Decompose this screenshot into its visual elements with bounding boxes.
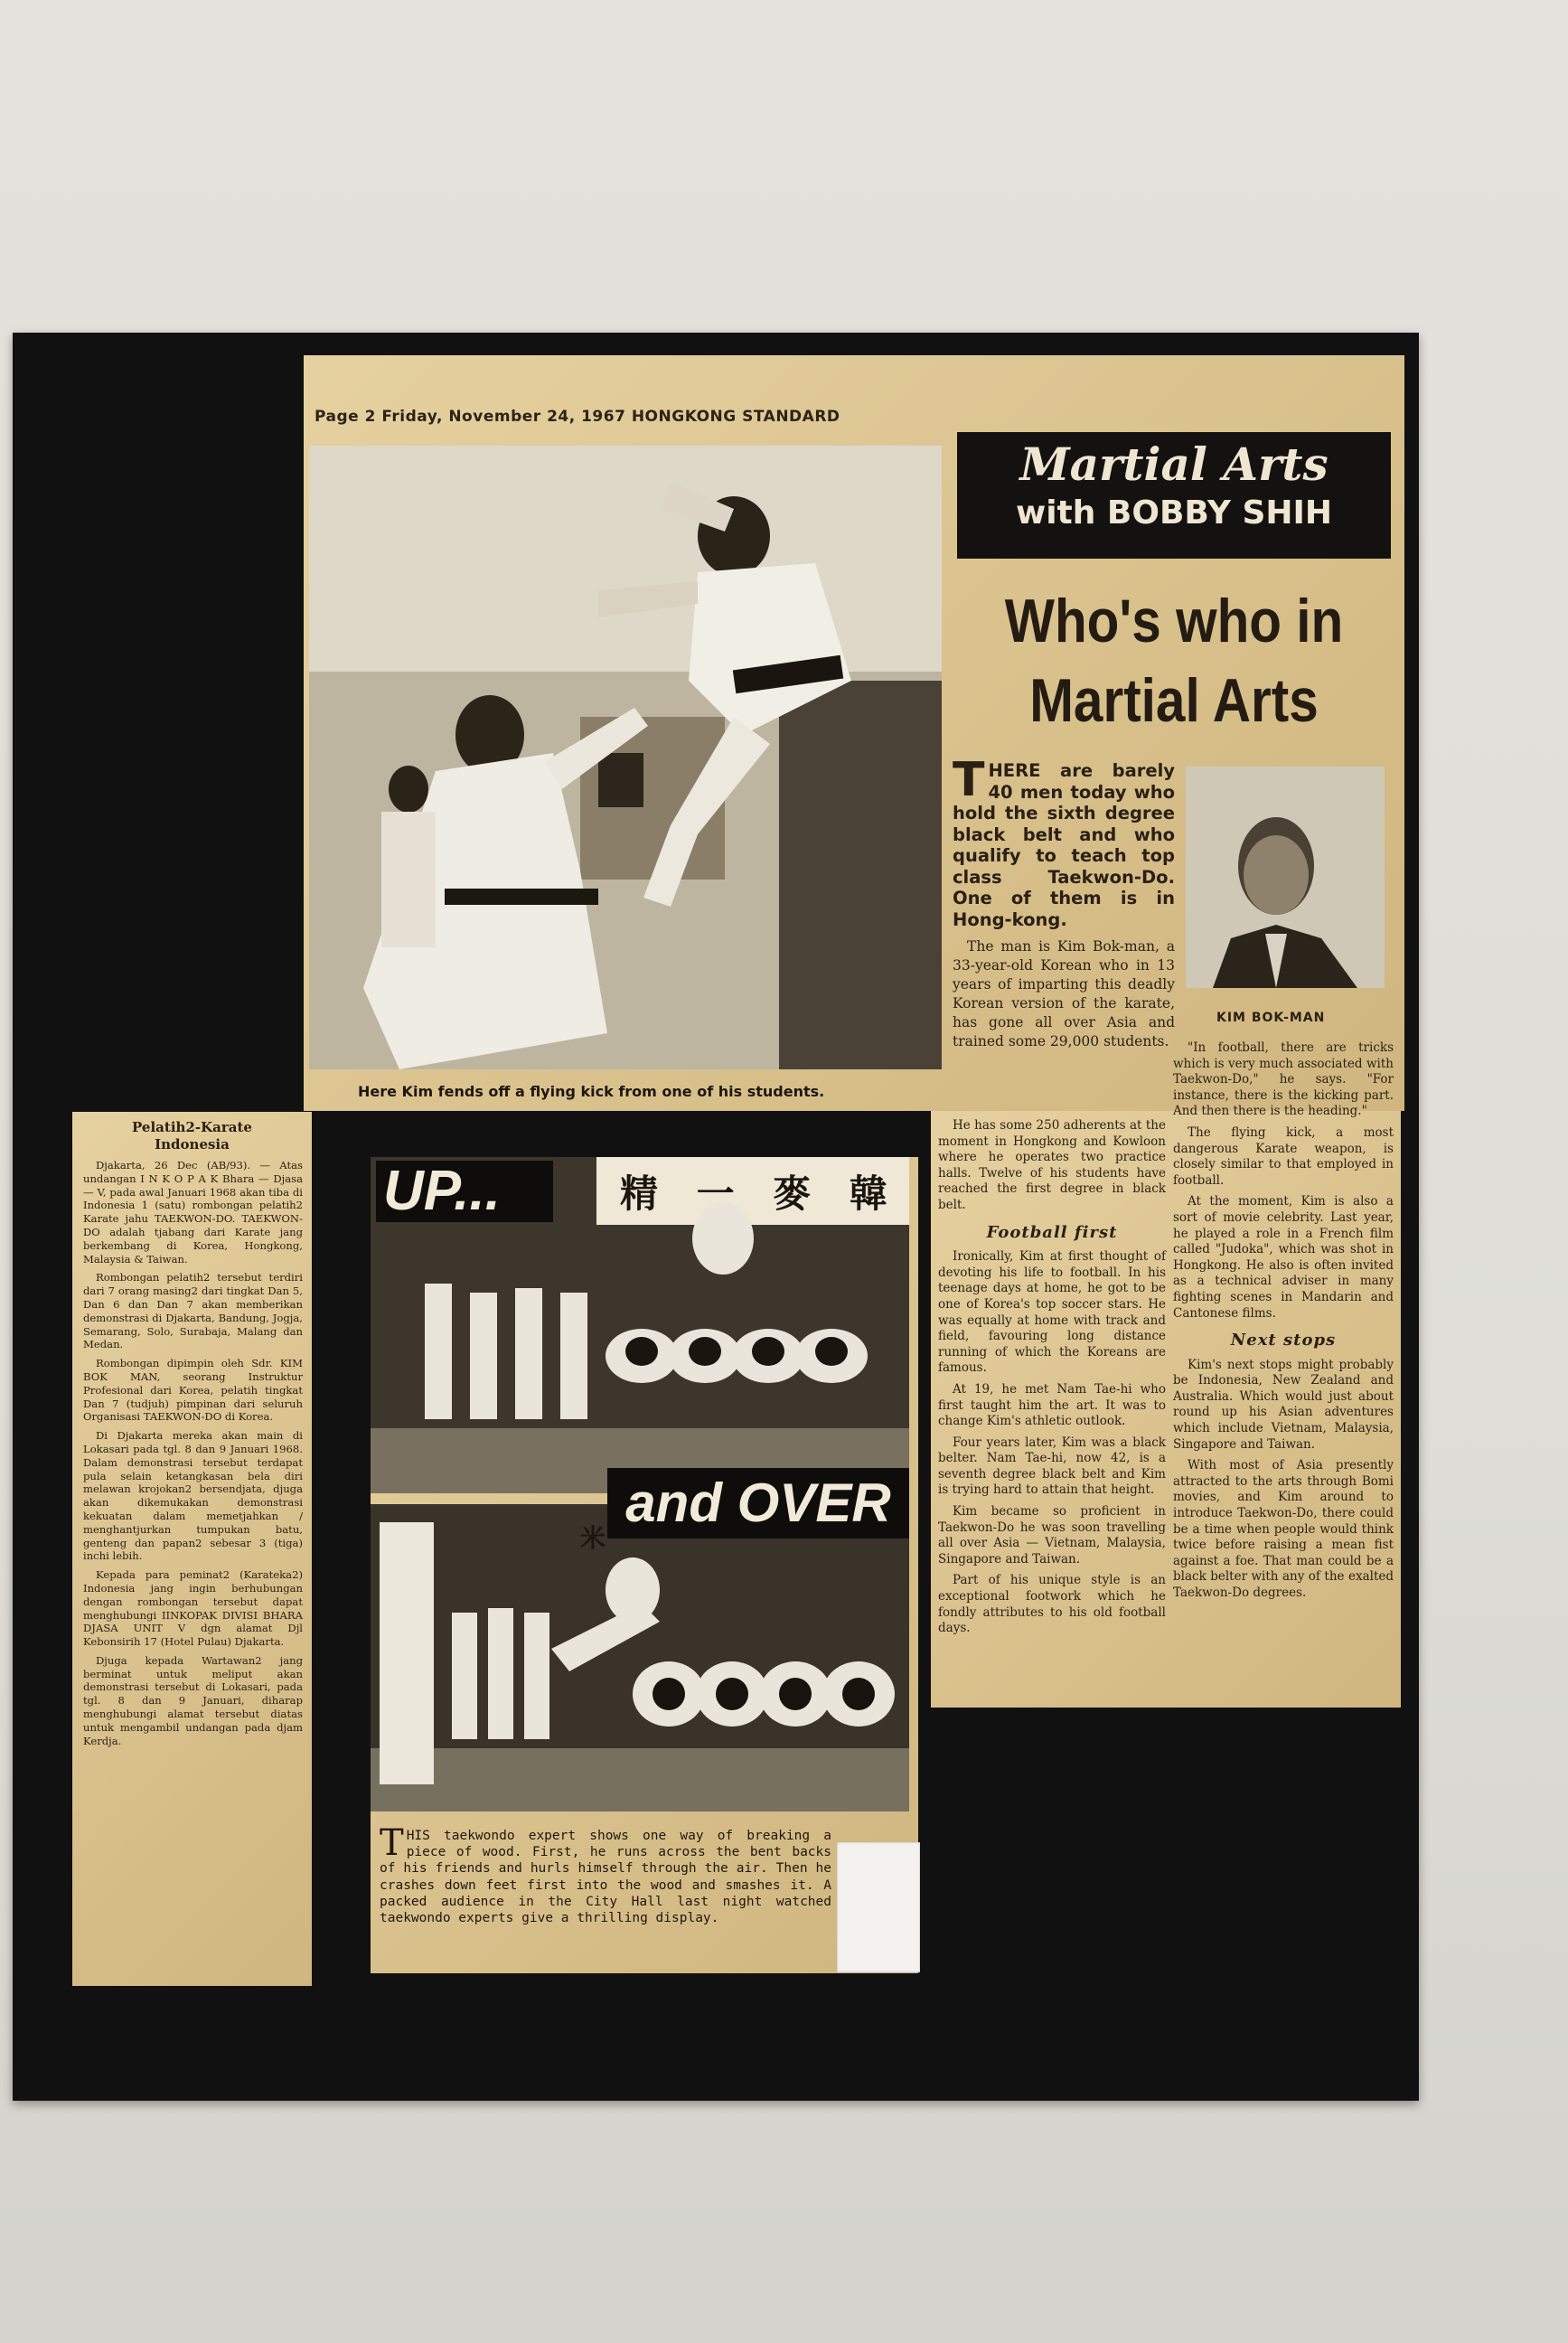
continuation-top-spacer — [1173, 1040, 1401, 1112]
over-photo — [371, 1504, 909, 1811]
col-a-paragraph: He has some 250 adherents at the moment in Hongkong and Kowloon where he operates two practice halls. Twelve of his students have reached the first degree in black belt. — [938, 1118, 1166, 1212]
indonesian-paragraph-1: Djakarta, 26 Dec (AB/93). — Atas undangan I N K O P A K Bhara — Djasa — V, pada awal Januari 1968 akan tiba di Indonesia 1 (satu) rombongan pelatih2 Karate jahu TAEKWON-DO. TAEKWON-DO adalah tjabang dari Karate jang berkembang di Korea, Hongkong, Malaysia & Taiwan. — [83, 1159, 303, 1266]
kim-bok-man-portrait — [1186, 767, 1385, 988]
indonesian-title-line-1: Pelatih2-Karate — [132, 1119, 252, 1135]
article-headline — [983, 581, 1364, 740]
flying-kick-illustration — [309, 446, 942, 1069]
caption-dropcap: T — [380, 1822, 404, 1864]
subhead-next-stops: Next stops — [1230, 1331, 1337, 1350]
col-b2-paragraph-1: Kim's next stops might probably be Indonesia, New Zealand and Australia. Which would just about round up his Asian adventures which include Vietnam, Malaysia, Singapore and Taiwan. — [1173, 1357, 1394, 1452]
headline-line-2: Martial Arts — [1029, 666, 1319, 735]
portrait-illustration — [1186, 767, 1385, 988]
portrait-caption: KIM BOK-MAN — [1216, 1011, 1326, 1025]
lead-column — [953, 753, 1175, 1057]
lead-text: HERE are barely 40 men today who hold the sixth degree black belt and who qualify to teach top class Taekwon-Do. One of them is in Hong-kong. — [953, 760, 1175, 930]
up-headline: UP... — [376, 1161, 553, 1222]
flying-kick-photo — [309, 446, 942, 1069]
col-a2-paragraph-5: Part of his unique style is an exceptional footwork which he fondly attributes to his old football days. — [938, 1573, 1166, 1636]
up-and-over-caption — [380, 1822, 831, 1926]
col-a2-paragraph-2: At 19, he met Nam Tae-hi who first taught him the art. It was to change Kim's athletic outlook. — [938, 1381, 1166, 1429]
col-b-paragraph-2: The flying kick, a most dangerous Karate weapon, is closely similar to that employed in football. — [1173, 1124, 1394, 1188]
indonesian-paragraph-3: Rombongan dipimpin oleh Sdr. KIM BOK MAN, seorang Instruktur Profesional dari Korea, pelatih tingkat Dan 7 (tudjuh) pimpinan dari seluruh Organisasi TAEKWON-DO di Korea. — [83, 1357, 303, 1424]
over-photo-illustration — [371, 1504, 909, 1811]
indonesian-paragraph-2: Rombongan pelatih2 tersebut terdiri dari 7 orang masing2 dari tingkat Dan 5, Dan 6 dan Dan 7 akan memberikan demonstrasi di Djakarta, Bandung, Jogja, Semarang, Solo, Surabaja, Malang dan Medan. — [83, 1271, 303, 1351]
col-b2-paragraph-2: With most of Asia presently attracted to the arts through Bomi movies, and Kim around to introduce Taekwon-Do, there could be a time when people would think twice before raising a mean fist against a foe. That man could be a black belter with any of the exalted Taekwon-Do degrees. — [1173, 1458, 1394, 1600]
continuation-column-b — [1173, 1040, 1394, 1607]
headline-line-1: Who's who in — [1004, 587, 1344, 655]
indonesian-paragraph-5: Kepada para peminat2 (Karateka2) Indonesia jang ingin berhubungan dengan rombongan tersebut dapat menghubungi IINKOPAK DIVISI BHARA DJASA UNIT V dgn alamat Djl Kebonsirih 17 (Hotel Pulau) Djakarta. — [83, 1568, 303, 1649]
indonesian-title — [76, 1119, 308, 1153]
lead-dropcap: T — [953, 753, 985, 807]
white-label-sticker — [837, 1842, 920, 1972]
indonesian-clipping — [72, 1112, 312, 1986]
indonesian-title-line-2: Indonesia — [155, 1136, 230, 1153]
article-continuation — [931, 1040, 1401, 1708]
main-newspaper-clipping — [304, 355, 1404, 1111]
lead-paragraph — [953, 753, 1175, 930]
masthead: Page 2 Friday, November 24, 1967 HONGKONG STANDARD — [315, 408, 840, 426]
continuation-column-a — [938, 1118, 1166, 1642]
column-banner — [957, 432, 1391, 559]
col-a2-paragraph-1: Ironically, Kim at first thought of devoting his life to football. In his teenage days at home, he got to be one of Korea's top soccer stars. He was equally at home with track and field, favouring long distance running of which the Koreans are famous. — [938, 1249, 1166, 1376]
banner-line-1: Martial Arts — [1019, 438, 1329, 491]
chinese-banner-top: 精 一 麥 韓 — [620, 1172, 900, 1216]
indonesian-body — [72, 1159, 312, 1747]
banner-line-2: with BOBBY SHIH — [1015, 494, 1333, 532]
caption-text: HIS taekwondo expert shows one way of breaking a piece of wood. First, he runs across the bent backs of his friends and hurls himself through the air. Then he crashes down feet first into the wood and smashes it. A packed audience in the City Hall last night watched taekwondo experts give a thrilling display. — [380, 1829, 831, 1926]
indonesian-paragraph-6: Djuga kepada Wartawan2 jang berminat untuk meliput akan demonstrasi tersebut di Lokasari, pada tgl. 8 dan 9 Januari, diharap menghubungi alamat tersebut diatas untuk mengambil undangan pada djam Kerdja. — [83, 1653, 303, 1747]
indonesian-paragraph-4: Di Djakarta mereka akan main di Lokasari pada tgl. 8 dan 9 Januari 1968. Dalam demonstrasi tersebut terdapat pula selain ketangkasan bela diri melawan krojokan2 bersendjata, djuga akan dikemukakan demonstrasi kekuatan dalam memetjahkan / menghantjurkan tumpukan batu, genteng dan papan2 sebesar 3 (tiga) inchi lebih. — [83, 1429, 303, 1563]
col-a2-paragraph-3: Four years later, Kim was a black belter. Nam Tae-hi, now 42, is a seventh degree black belt and Kim is trying hard to attain that height. — [938, 1435, 1166, 1498]
chinese-banner-bottom: 米 — [580, 1523, 606, 1553]
col-a2-paragraph-4: Kim became so proficient in Taekwon-Do he was soon travelling all over Asia — Vietnam, Malaysia, Singapore and Taiwan. — [938, 1504, 1166, 1567]
photo-caption: Here Kim fends off a flying kick from one of his students. — [358, 1083, 825, 1100]
col-b-paragraph-3: At the moment, Kim is also a sort of movie celebrity. Last year, he played a role in a French film called "Judoka", which was shot in Hongkong. He also is often invited as a technical adviser in many fighting scenes in Mandarin and Cantonese films. — [1173, 1194, 1394, 1321]
and-over-headline: and OVER — [607, 1468, 909, 1538]
subhead-football-first: Football first — [986, 1222, 1118, 1242]
col-b-paragraph-1: "In football, there are tricks which is very much associated with Taekwon-Do," he says. "For instance, there is the kicking part. And then there is the heading." — [1173, 1040, 1394, 1119]
paragraph-1: The man is Kim Bok-man, a 33-year-old Korean who in 13 years of imparting this deadly Korean version of the karate, has gone all over Asia and trained some 29,000 students. — [953, 938, 1175, 1049]
